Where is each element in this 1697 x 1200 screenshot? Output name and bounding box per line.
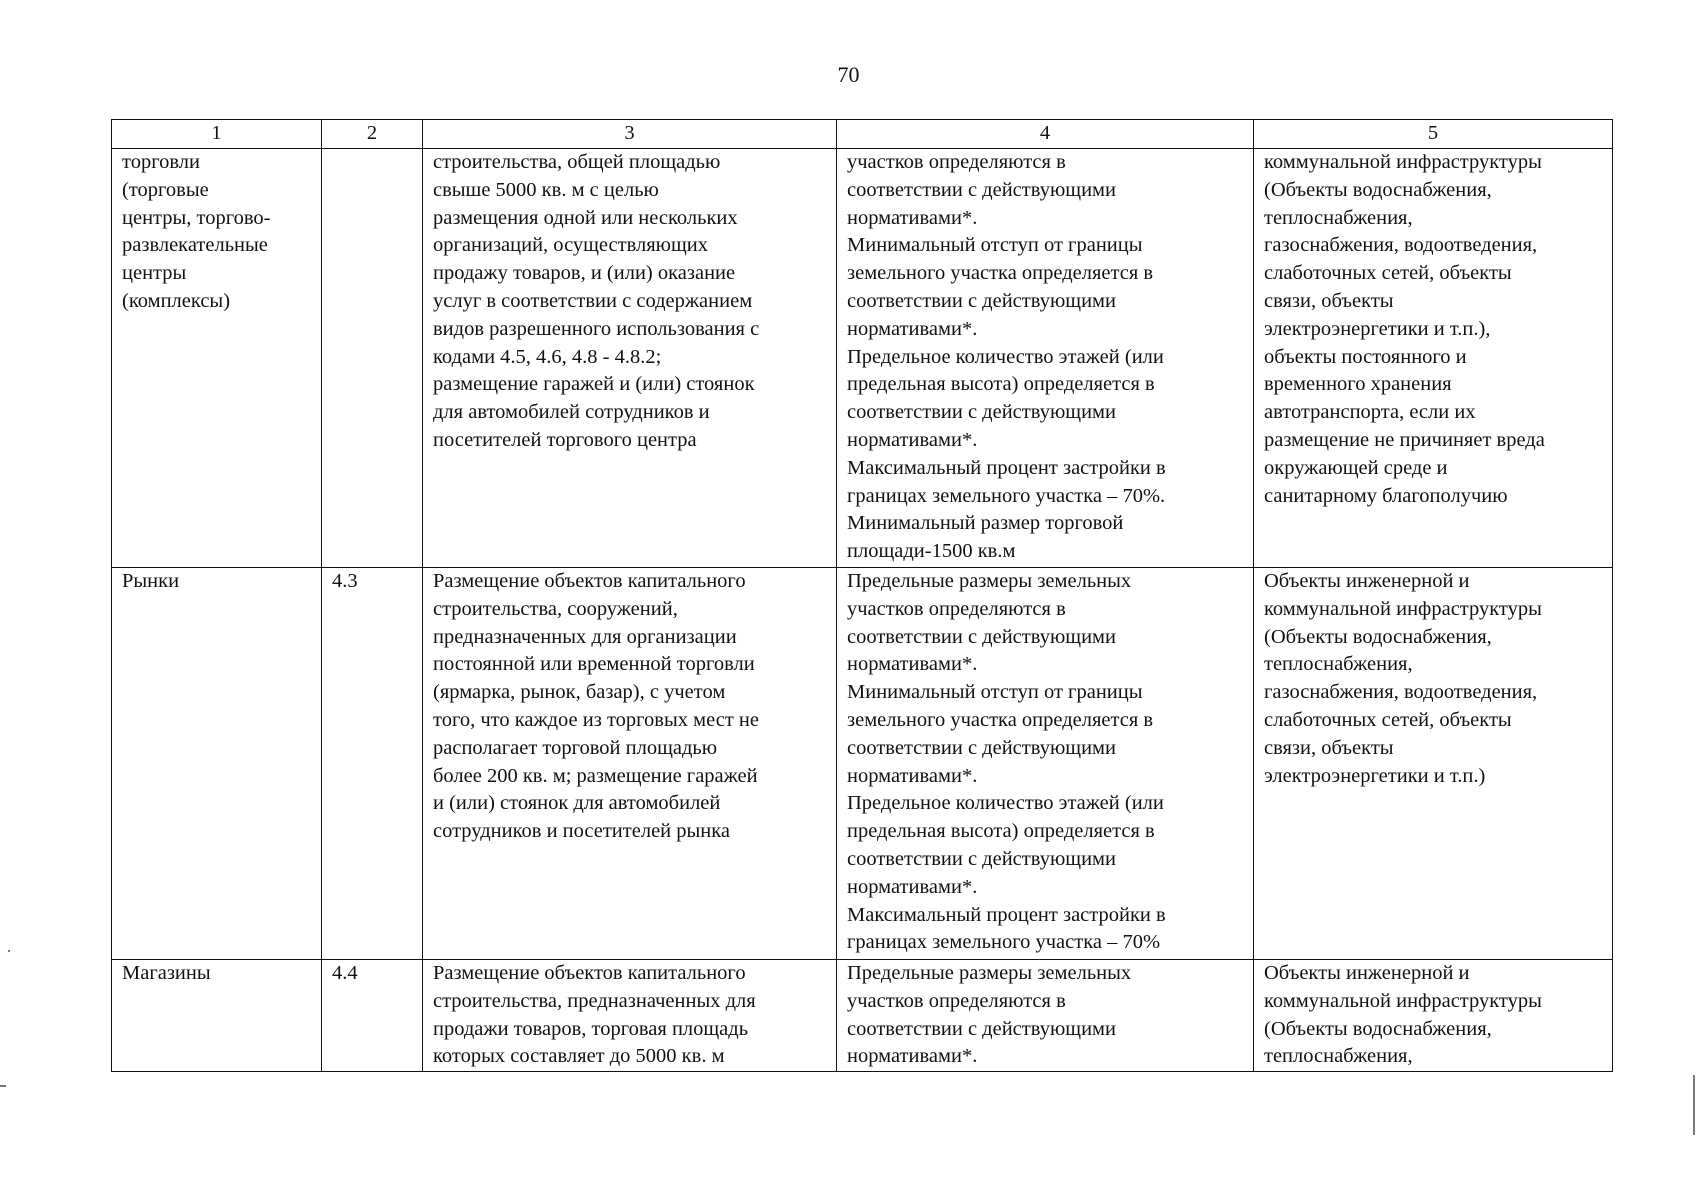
scan-edge-mark-left [0,1085,6,1087]
use-name-cell: торговли (торговые центры, торгово- развлекательные центры (комплексы) [112,149,322,568]
table-header-row [112,120,1613,149]
page-number: 70 [837,62,860,87]
use-description-cell: Размещение объектов капитального строительства, предназначенных для продажи товаров, торговая площадь которых составляет до 5000 кв. м [423,960,837,1072]
parameters-cell: Предельные размеры земельных участков определяются в соответствии с действующими нормативами*. [837,960,1254,1072]
scan-edge-mark-right [1693,1075,1695,1135]
use-description-cell: строительства, общей площадью свыше 5000 кв. м с целью размещения одной или нескольких организаций, осуществляющих продажу товаров, и (или) оказание услуг в соответствии с содержанием видов разрешенного использования с кодами 4.5, 4.6, 4.8 - 4.8.2; размещение гаражей и (или) стоянок для автомобилей сотрудников и посетителей торгового центра [423,149,837,568]
parameters-cell: Предельные размеры земельных участков определяются в соответствии с действующими нормативами*. Минимальный отступ от границы земельного участка определяется в соответствии с действующими нормативами*. Предельное количество этажей (или предельная высота) определяется в соответствии с действующими нормативами*. Максимальный процент застройки в границах земельного участка – 70% [837,568,1254,960]
use-name-cell: Магазины [112,960,322,1072]
use-name-cell: Рынки [112,568,322,960]
auxiliary-uses-cell: Объекты инженерной и коммунальной инфраструктуры (Объекты водоснабжения, теплоснабжения, [1254,960,1613,1072]
auxiliary-uses-cell: Объекты инженерной и коммунальной инфраструктуры (Объекты водоснабжения, теплоснабжения, газоснабжения, водоотведения, слаботочных сетей, объекты связи, объекты электроэнергетики и т.п.) [1254,568,1613,960]
table-row [112,568,1613,960]
use-code-cell [322,149,423,568]
table-row [112,149,1613,568]
column-header-4: 4 [837,120,1254,149]
column-header-1: 1 [112,120,322,149]
table-row [112,960,1613,1072]
use-code-cell: 4.4 [322,960,423,1072]
parameters-cell: участков определяются в соответствии с действующими нормативами*. Минимальный отступ от границы земельного участка определяется в соответствии с действующими нормативами*. Предельное количество этажей (или предельная высота) определяется в соответствии с действующими нормативами*. Максимальный процент застройки в границах земельного участка – 70%. Минимальный размер торговой площади-1500 кв.м [837,149,1254,568]
column-header-3: 3 [423,120,837,149]
auxiliary-uses-cell: коммунальной инфраструктуры (Объекты водоснабжения, теплоснабжения, газоснабжения, водоотведения, слаботочных сетей, объекты связи, объекты электроэнергетики и т.п.), объекты постоянного и временного хранения автотранспорта, если их размещение не причиняет вреда окружающей среде и санитарному благополучию [1254,149,1613,568]
land-use-table [111,119,1613,1072]
use-description-cell: Размещение объектов капитального строительства, сооружений, предназначенных для организации постоянной или временной торговли (ярмарка, рынок, базар), с учетом того, что каждое из торговых мест не располагает торговой площадью более 200 кв. м; размещение гаражей и (или) стоянок для автомобилей сотрудников и посетителей рынка [423,568,837,960]
column-header-5: 5 [1254,120,1613,149]
column-header-2: 2 [322,120,423,149]
use-code-cell: 4.3 [322,568,423,960]
scan-edge-mark-left-dot [8,950,10,952]
